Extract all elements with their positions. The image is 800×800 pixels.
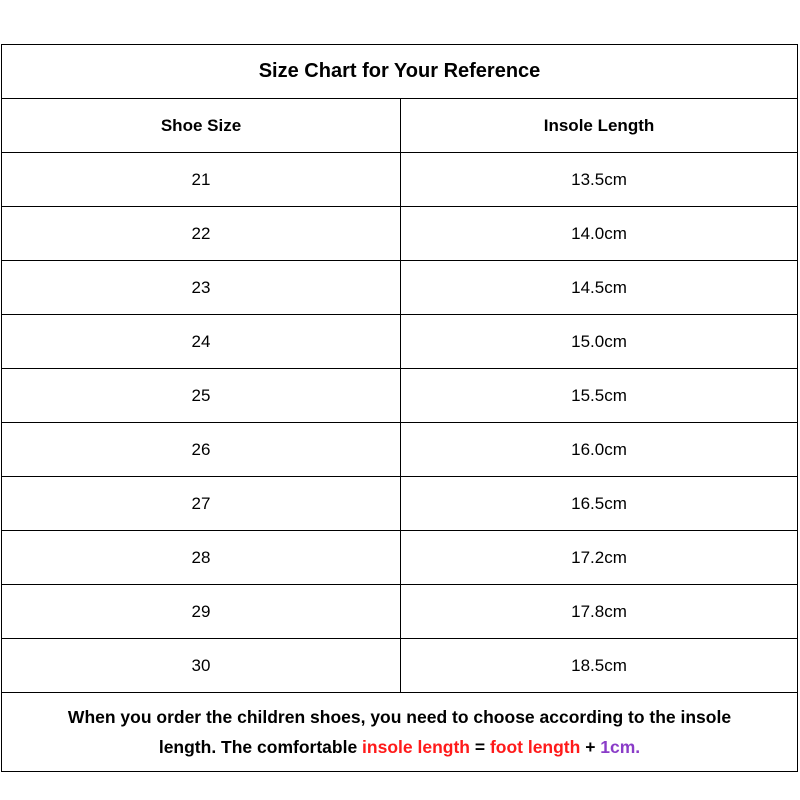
table-row	[2, 639, 797, 693]
table-row	[2, 585, 797, 639]
note-line-2	[159, 732, 640, 762]
shoe-size-cell: 23	[2, 261, 401, 314]
insole-length-cell: 14.5cm	[571, 277, 627, 297]
table-row	[2, 153, 797, 207]
table-row	[2, 423, 797, 477]
insole-length-cell: 13.5cm	[571, 169, 627, 189]
note-prefix: length. The comfortable	[158, 737, 363, 757]
header-shoe-size: Shoe Size	[2, 99, 401, 152]
equals-sign: =	[469, 737, 490, 757]
table-row	[2, 261, 797, 315]
table-row	[2, 369, 797, 423]
insole-length-cell: 16.0cm	[571, 439, 627, 459]
shoe-size-cell: 26	[2, 423, 401, 476]
table-row	[2, 477, 797, 531]
shoe-size-cell: 30	[2, 639, 401, 692]
shoe-size-cell: 27	[2, 477, 401, 530]
shoe-size-cell: 22	[2, 207, 401, 260]
table-row	[2, 315, 797, 369]
note-line-1: When you order the children shoes, you need to choose according to the insole	[67, 707, 732, 727]
shoe-size-cell: 25	[2, 369, 401, 422]
shoe-size-cell: 29	[2, 585, 401, 638]
size-chart-table	[1, 44, 798, 772]
foot-length-term: foot length	[489, 737, 581, 757]
shoe-size-cell: 28	[2, 531, 401, 584]
table-row	[2, 207, 797, 261]
insole-length-cell: 17.2cm	[571, 547, 627, 567]
chart-title: Size Chart for Your Reference	[2, 45, 797, 99]
shoe-size-cell: 24	[2, 315, 401, 368]
one-cm-addend: 1cm.	[600, 737, 641, 757]
shoe-size-cell: 21	[2, 153, 401, 206]
sizing-note	[2, 693, 797, 771]
insole-length-cell: 18.5cm	[571, 655, 627, 675]
table-row	[2, 531, 797, 585]
insole-length-cell: 15.5cm	[571, 385, 627, 405]
insole-length-cell: 16.5cm	[571, 493, 627, 513]
insole-length-cell: 15.0cm	[571, 331, 627, 351]
insole-length-cell: 17.8cm	[571, 601, 627, 621]
insole-length-term: insole length	[362, 737, 470, 757]
header-row	[2, 99, 797, 153]
plus-sign: +	[580, 737, 601, 757]
insole-length-cell: 14.0cm	[571, 223, 627, 243]
header-insole-length: Insole Length	[543, 115, 655, 135]
